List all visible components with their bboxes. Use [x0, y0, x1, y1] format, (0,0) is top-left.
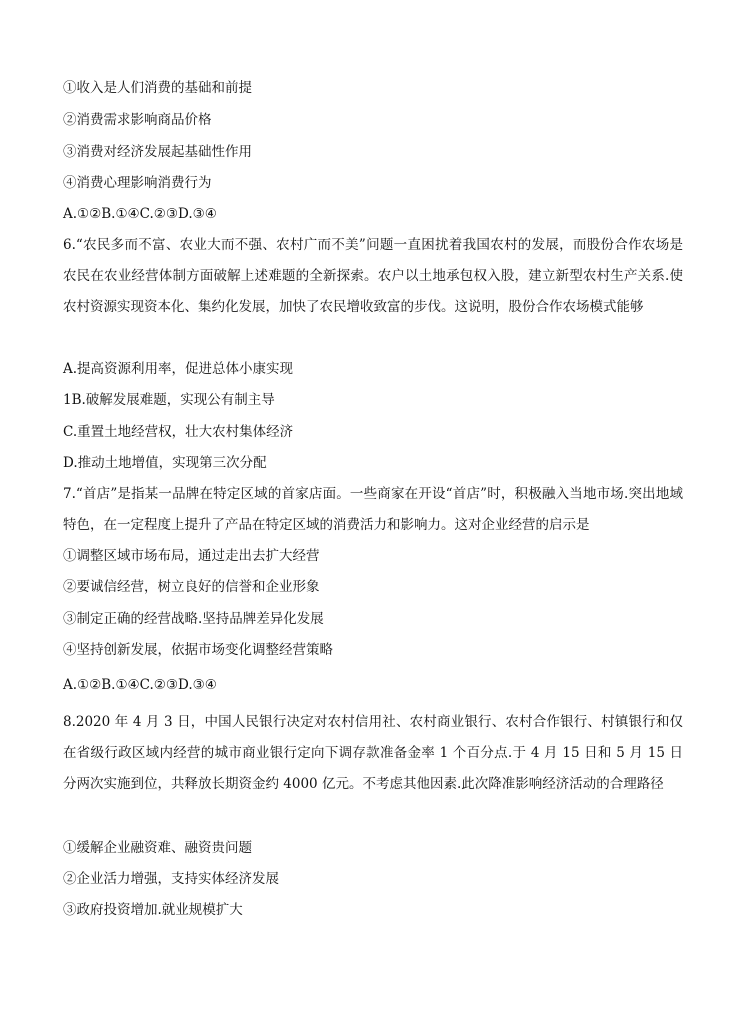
q5-option-4: ④消费心理影响消费行为 — [63, 175, 212, 191]
q8-option-2: ②企业活力增强，支持实体经济发展 — [63, 871, 279, 887]
q6-stem: 6.“农民多而不富、农业大而不强、农村广而不美”问题一直困扰着我国农村的发展，而股份合作农场是农民在农业经营体制方面破解上述难题的全新探索。农户以土地承包权入股，建立新型农村生产关系.使农村资源实现资本化、集约化发展，加快了农民增收致富的步伐。这说明，股份合作农场模式能够 — [63, 237, 683, 315]
q7-option-2: ②要诚信经营，树立良好的信誉和企业形象 — [63, 579, 320, 595]
q5-option-1: ①收入是人们消费的基础和前提 — [63, 80, 252, 96]
q5-option-2: ②消费需求影响商品价格 — [63, 112, 212, 128]
q6-choice-b: 1B.破解发展难题，实现公有制主导 — [63, 392, 275, 408]
q6-choice-c: C.重置土地经营权，壮大农村集体经济 — [63, 424, 294, 440]
q7-option-3: ③制定正确的经营战略.坚持品牌差异化发展 — [63, 611, 324, 627]
q6-choice-d: D.推动土地增值，实现第三次分配 — [63, 455, 267, 471]
q7-option-4: ④坚持创新发展，依据市场变化调整经营策略 — [63, 642, 333, 658]
q7-answer-choices: A.①②B.①④C.②③D.③④ — [63, 677, 217, 693]
q7-option-1: ①调整区域市场布局，通过走出去扩大经营 — [63, 548, 320, 564]
q5-answer-choices: A.①②B.①④C.②③D.③④ — [63, 206, 217, 222]
q7-stem: 7.“首店”是指某一品牌在特定区域的首家店面。一些商家在开设“首店”时，积极融入当地市场.突出地域特色，在一定程度上提升了产品在特定区域的消费活力和影响力。这对企业经营的启示是 — [63, 486, 683, 533]
q8-option-3: ③政府投资增加.就业规模扩大 — [63, 902, 243, 918]
q8-stem: 8.2020 年 4 月 3 日，中国人民银行决定对农村信用社、农村商业银行、农村合作银行、村镇银行和仅在省级行政区域内经营的城市商业银行定向下调存款准备金率 1 个百分点.于 4 月 15 日和 5 月 15 日分两次实施到位，共释放长期资金约 4000 亿元。不考虑其他因素.此次降准影响经济活动的合理路径 — [63, 714, 683, 792]
q5-option-3: ③消费对经济发展起基础性作用 — [63, 144, 252, 160]
q6-choice-a: A.提高资源利用率，促进总体小康实现 — [63, 361, 294, 377]
q8-option-1: ①缓解企业融资难、融资贵问题 — [63, 840, 252, 856]
